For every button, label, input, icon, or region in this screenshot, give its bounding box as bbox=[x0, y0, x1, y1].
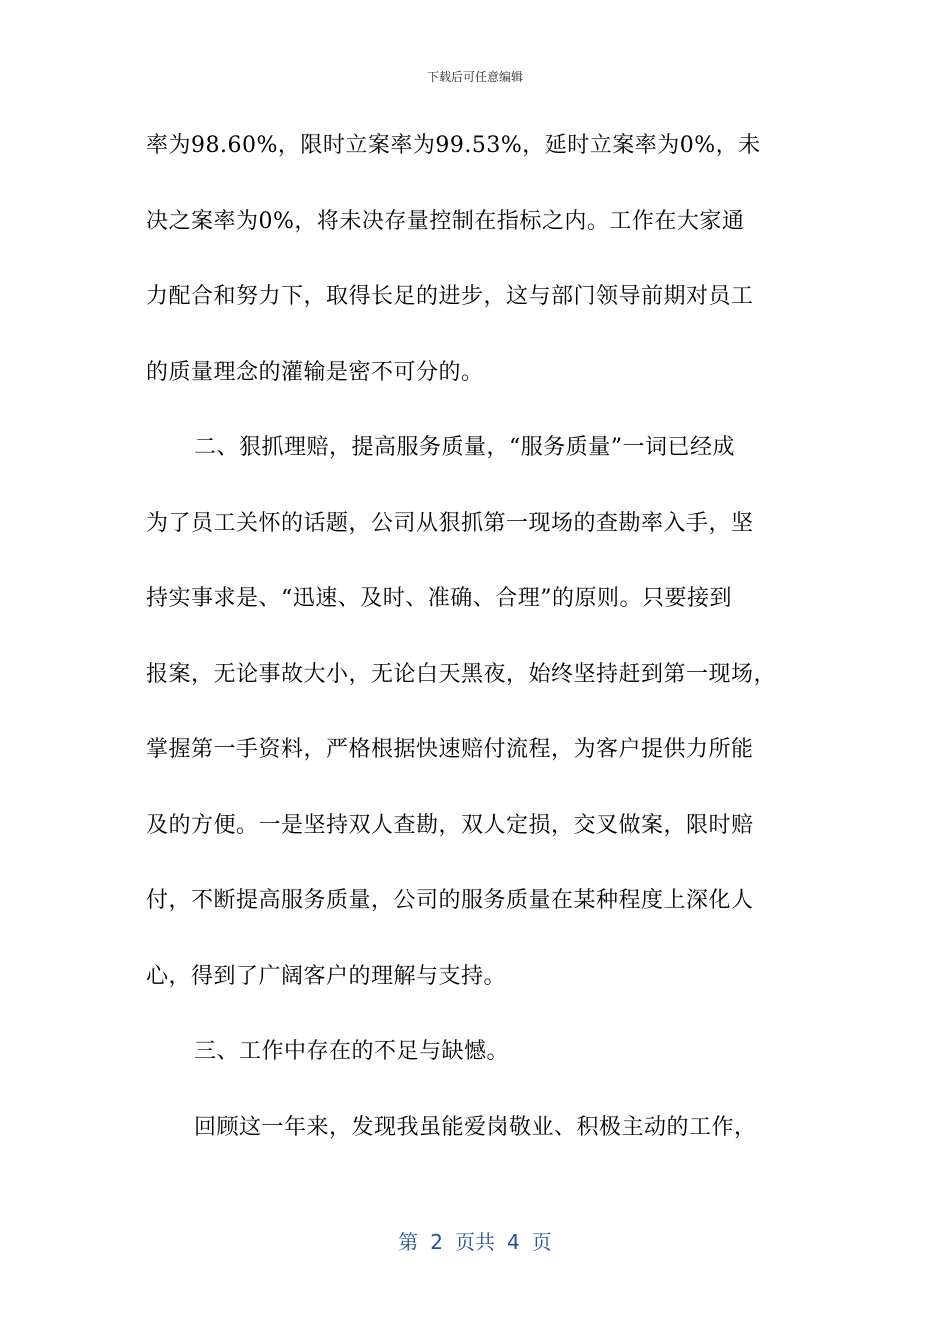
text-line: 掌握第一手资料，严格根据快速赔付流程，为客户提供力所能 bbox=[146, 737, 754, 762]
text-line: 三、工作中存在的不足与缺憾。 bbox=[194, 1039, 510, 1064]
text-line: 二、狠抓理赔，提高服务质量，“服务质量”一词已经成 bbox=[194, 435, 735, 460]
text-line: 为了员工关怀的话题，公司从狠抓第一现场的查勘率入手，坚 bbox=[146, 510, 754, 536]
document-body bbox=[146, 126, 826, 1183]
text-line: 的质量理念的灌输是密不可分的。 bbox=[146, 359, 484, 385]
page-header: 下载后可任意编辑 bbox=[426, 70, 523, 84]
text-line: 报案，无论事故大小，无论白天黑夜，始终坚持赶到第一现场， bbox=[146, 661, 777, 687]
text-line: 决之案率为0%，将未决存量控制在指标之内。工作在大家通 bbox=[146, 208, 745, 234]
page-label-suffix: 页 bbox=[531, 1230, 552, 1254]
page-label-middle: 页共 bbox=[455, 1230, 495, 1254]
text-line: 及的方便。一是坚持双人查勘，双人定损，交叉做案，限时赔 bbox=[146, 812, 754, 838]
text-line: 付，不断提高服务质量，公司的服务质量在某种程度上深化人 bbox=[146, 888, 754, 913]
current-page-number: 2 bbox=[430, 1230, 443, 1254]
page-number bbox=[0, 1226, 950, 1255]
text-line: 力配合和努力下，取得长足的进步，这与部门领导前期对员工 bbox=[146, 284, 754, 309]
text-line: 回顾这一年来，发现我虽能爱岗敬业、积极主动的工作， bbox=[194, 1114, 757, 1140]
page-label-prefix: 第 bbox=[398, 1230, 419, 1254]
text-line: 率为98.60%，限时立案率为99.53%，延时立案率为0%，未 bbox=[146, 133, 761, 158]
text-line: 心，得到了广阔客户的理解与支持。 bbox=[146, 963, 507, 989]
total-page-count: 4 bbox=[507, 1230, 520, 1254]
text-line: 持实事求是、“迅速、及时、准确、合理”的原则。只要接到 bbox=[146, 586, 732, 611]
